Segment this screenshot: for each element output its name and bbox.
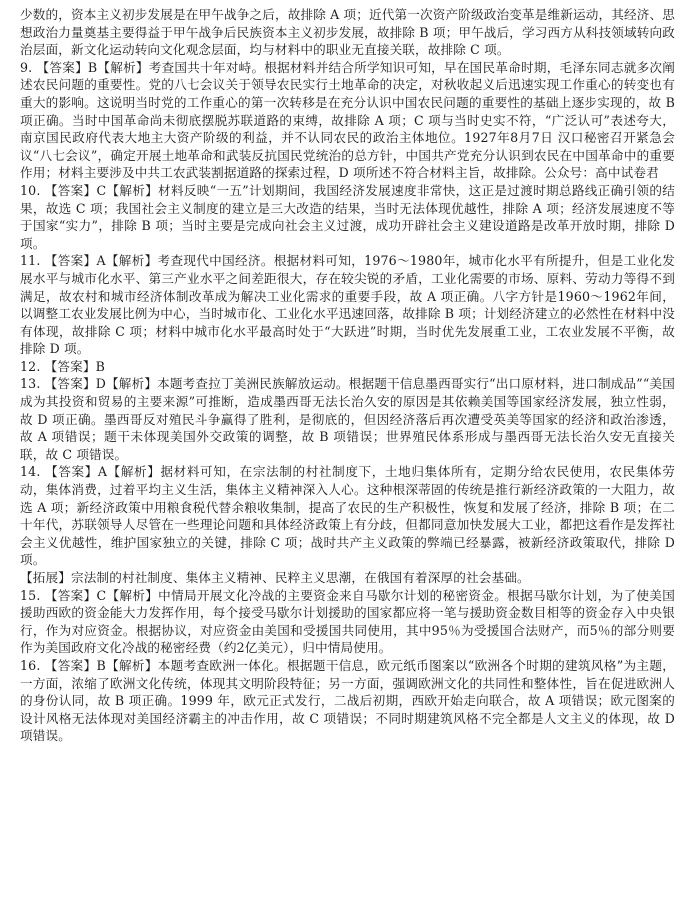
paragraph-8-continuation: 少数的，资本主义初步发展是在甲午战争之后，故排除 A 项；近代第一次资产阶级政治变革是维新运动，其经济、思想政治力量奠基主要得益于甲午战争后民族资本主义初步发展，故排除 B 项；甲午战后，学习西方从科技领域转向政治层面，新文化运动转向文化观念层面，均与材料中的职业无直接关联，故排除 C 项。	[20, 7, 675, 58]
paragraph-answer-13: 13. 【答案】D【解析】本题考查拉丁美洲民族解放运动。根据题干信息墨西哥实行“出口原材料，进口制成品”“美国成为其投资和贸易的主要来源”可推断，造成墨西哥无法长治久安的原因是其依赖美国等国家经济发展，独立性弱，故 D 项正确。墨西哥反对殖民斗争赢得了胜利，是彻底的，但因经济落后再次遭受英美等国家的经济和政治渗透，故 A 项错误；题干未体现美国外交政策的调整，故 B 项错误；世界殖民体系形成与墨西哥无法长治久安无直接关联，故 C 项错误。	[20, 376, 675, 462]
paragraph-answer-9: 9. 【答案】B【解析】考查国共十年对峙。根据材料并结合所学知识可知，早在国民革命时期，毛泽东同志就多次阐述农民问题的重要性。党的八七会议关于领导农民实行土地革命的决定，对秋收起义后迅速实现工作重心的转变也有重大的影响。这说明当时党的工作重心的第一次转移是在充分认识中国农民问题的重要性的基础上逐步实现的，故 B 项正确。当时中国革命尚未彻底摆脱苏联道路的束缚，故排除 A 项；C 项与当时史实不符，“广泛认可”表述夸大，南京国民政府代表大地主大资产阶级的利益，并不认同农民的政治主体地位。1927年8月7日 汉口秘密召开紧急会议“八七会议”，确定开展土地革命和武装反抗国民党统治的总方针，中国共产党充分认识到农民在中国革命中的重要作用；材料主要涉及中共工农武装割据道路的探索过程，D 项所述不符合材料主旨，故排除。公众号：高中试卷君	[20, 59, 675, 181]
paragraph-answer-16: 16. 【答案】B【解析】本题考查欧洲一体化。根据题干信息，欧元纸币图案以“欧洲各个时期的建筑风格”为主题，一方面，浓缩了欧洲文化传统，体现其文明阶段特征；另一方面，强调欧洲文化的共同性和整体性，旨在促进欧洲人的身份认同，故 B 项正确。1999 年，欧元正式发行，二战后初期，西欧开始走向联合，故 A 项错误；欧元图案的设计风格无法体现对美国经济霸主的冲击作用，故 C 项错误；不同时期建筑风格不完全都是人文主义的体现，故 D 项错误。	[20, 657, 675, 744]
paragraph-answer-14: 14. 【答案】A【解析】据材料可知，在宗法制的村社制度下，土地归集体所有，定期分给农民使用，农民集体劳动，集体消费，过着平均主义生活，集体主义精神深入人心。这种根深蒂固的传统是推行新经济政策的一大阻力，故选 A 项；新经济政策中用粮食税代替余粮收集制，提高了农民的生产积极性，恢复和发展了经济，排除 B 项；在二十年代，苏联领导人尽管在一些理论问题和具体经济政策上有分歧，但都同意加快发展大工业，都把这看作是发挥社会主义优越性，维护国家独立的关键，排除 C 项；战时共产主义政策的弊端已经暴露，被新经济政策取代，排除 D 项。	[20, 464, 675, 568]
paragraph-extension-note: 【拓展】宗法制的村社制度、集体主义精神、民粹主义思潮，在俄国有着深厚的社会基础。	[20, 570, 530, 585]
paragraph-answer-11: 11. 【答案】A【解析】考查现代中国经济。根据材料可知，1976～1980年，城市化水平有所提升，但是工业化发展水平与城市化水平、第三产业水平之间差距很大，存在较尖锐的矛盾，工业化需要的市场、原料、劳动力等得不到满足，故农村和城市经济体制改革成为解决工业化需求的重要手段，故 A 项正确。八字方针是1960～1962年间，以调整工农业发展比例为中心，当时城市化、工业化水平迅速回落，故排除 B 项；计划经济建立的必然性在材料中没有体现，故排除 C 项；材料中城市化水平最高时处于“大跃进”时期，当时优先发展重工业，工农业发展不平衡，故排除 D 项。	[20, 253, 675, 357]
paragraph-answer-15: 15. 【答案】C【解析】中情局开展文化冷战的主要资金来自马歇尔计划的秘密资金。根据马歇尔计划，为了使美国援助西欧的资金能大力发挥作用，每个接受马歇尔计划援助的国家都应将一笔与援助资金数目相等的资金存入中央银行，作为对应资金。根据协议，对应资金由美国和受援国共同使用，其中95％为受援国合法财产，而5％的部分则要作为美国政府文化冷战的秘密经费（约2亿美元），归中情局使用。	[20, 587, 675, 656]
paragraph-answer-12: 12. 【答案】B	[20, 358, 106, 374]
paragraph-answer-10: 10. 【答案】C【解析】材料反映“一五”计划期间，我国经济发展速度非常快，这正是过渡时期总路线正确引领的结果，故选 C 项；我国社会主义制度的建立是三大改造的结果，当时无法体现优越性，排除 A 项；经济发展速度不等于国家“实力”，排除 B 项；当时主要是完成向社会主义过渡，成功开辟社会主义建设道路是改革开放时期，排除 D 项。	[20, 182, 675, 251]
